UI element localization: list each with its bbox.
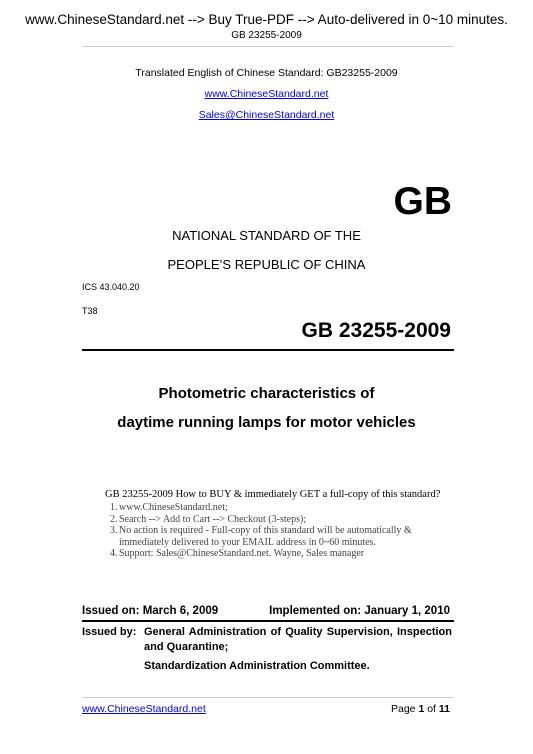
page-current: 1 <box>418 703 425 715</box>
buy-step: 3. No action is required - Full-copy of this standard will be automatically & immediately delivered to your EMAIL address in 0~60 minutes. <box>110 525 412 548</box>
page-indicator: Page 1 of 11 <box>391 703 450 715</box>
gb-mark: GB <box>393 180 452 223</box>
issued-by-authority-2: Standardization Administration Committee. <box>144 660 370 672</box>
website-link-wrap <box>0 88 533 101</box>
buy-step: 4. Support: Sales@ChineseStandard.net. Wayne, Sales manager <box>110 548 365 560</box>
top-banner: www.ChineseStandard.net --> Buy True-PDF --> Auto-delivered in 0~10 minutes. <box>25 12 508 27</box>
header-divider <box>82 46 454 47</box>
buy-step: 2. Search --> Add to Cart --> Checkout (3-steps); <box>110 513 307 525</box>
issued-by-label: Issued by: <box>82 626 137 638</box>
email-link-wrap <box>0 109 533 122</box>
document-title-line1: Photometric characteristics of <box>158 385 375 402</box>
email-link[interactable]: Sales@ChineseStandard.net <box>198 109 335 121</box>
national-standard-line1: NATIONAL STANDARD OF THE <box>172 228 361 243</box>
website-link[interactable]: www.ChineseStandard.net <box>204 88 329 100</box>
issue-divider <box>82 620 454 622</box>
standard-number: GB 23255-2009 <box>301 319 451 342</box>
issued-by-authority-1: General Administration of Quality Supervision, Inspection and Quarantine; <box>144 626 452 653</box>
document-title-line2: daytime running lamps for motor vehicles <box>117 414 416 431</box>
footer-website-link[interactable]: www.ChineseStandard.net <box>82 703 206 715</box>
buy-heading: GB 23255-2009 How to BUY & immediately GET a full-copy of this standard? <box>105 489 441 500</box>
issued-by-block <box>82 625 452 674</box>
buy-step: 1. www.ChineseStandard.net; <box>110 502 228 513</box>
issued-on: Issued on: March 6, 2009 <box>82 605 219 617</box>
footer-website-wrap <box>82 703 206 716</box>
national-standard-line2: PEOPLE’S REPUBLIC OF CHINA <box>167 257 366 272</box>
footer-divider <box>82 697 454 698</box>
implemented-on: Implemented on: January 1, 2010 <box>269 605 450 617</box>
header-standard-code: GB 23255-2009 <box>231 30 302 41</box>
ccs-code: T38 <box>82 306 98 316</box>
ics-code: ICS 43.040.20 <box>82 282 140 292</box>
title-divider <box>82 349 454 351</box>
page-total: 11 <box>438 703 450 715</box>
buy-steps-list <box>110 502 450 560</box>
translated-note: Translated English of Chinese Standard: GB23255-2009 <box>135 67 398 79</box>
